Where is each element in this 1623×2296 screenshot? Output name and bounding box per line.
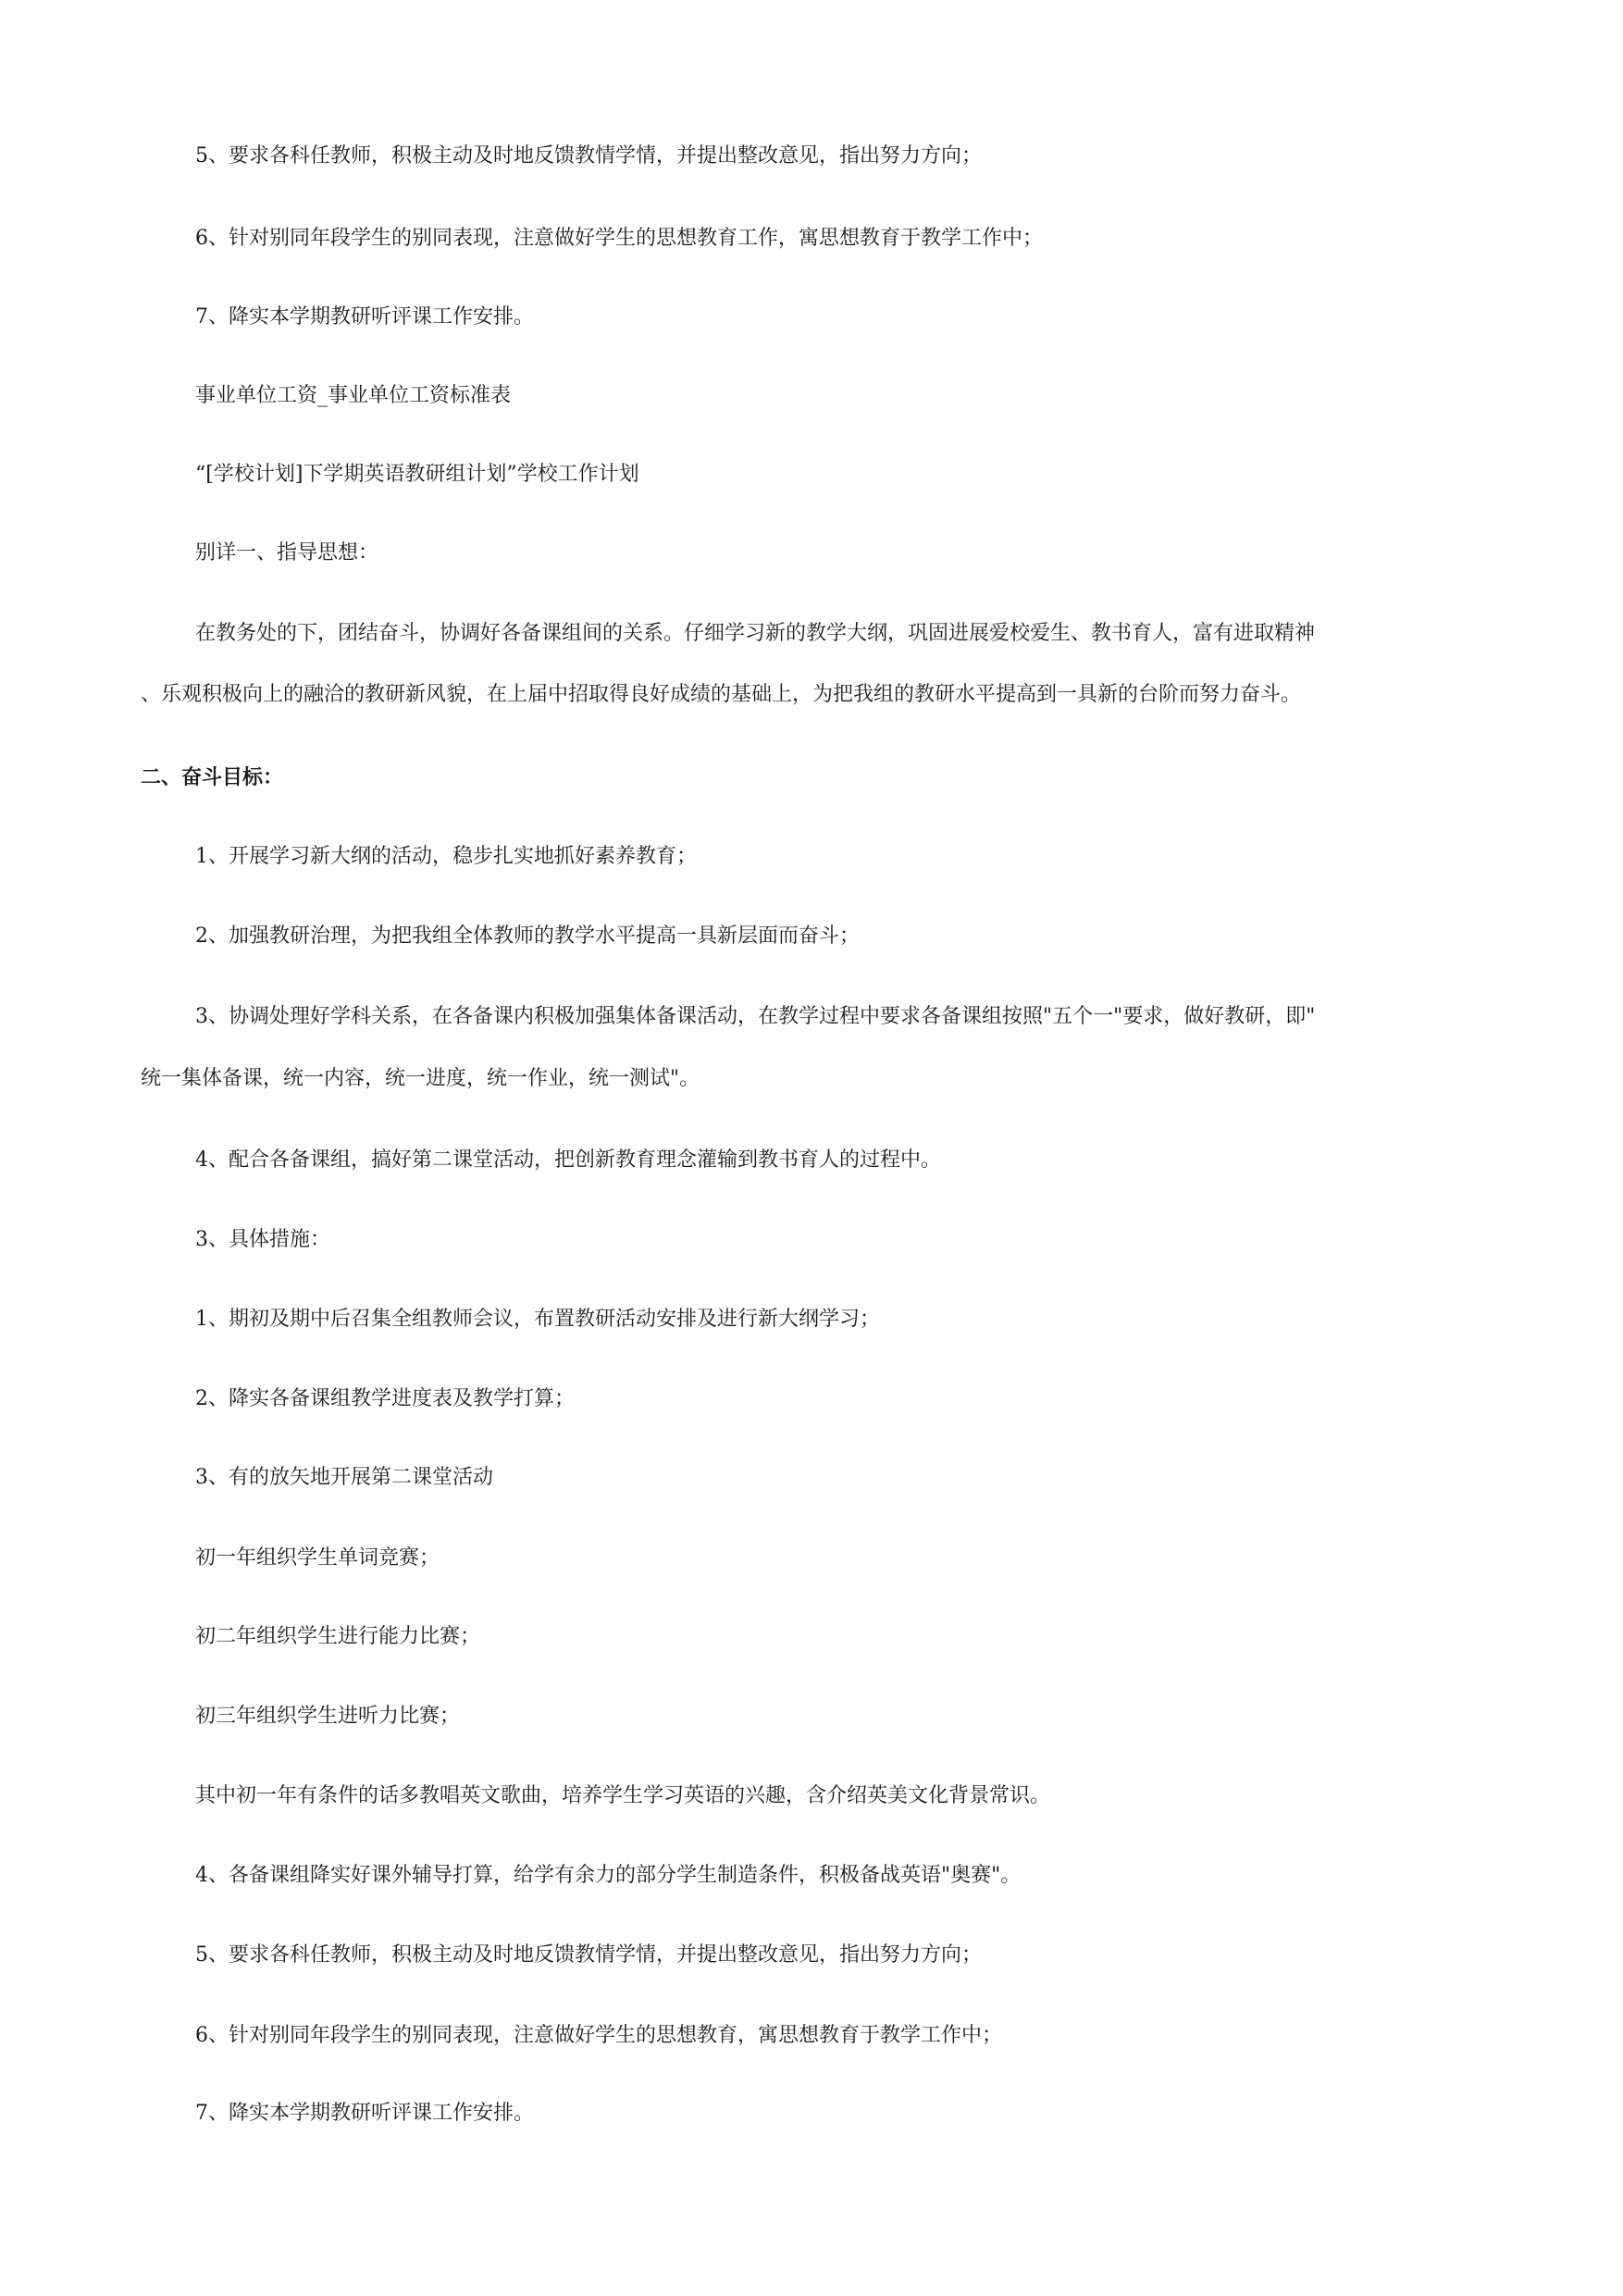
paragraph: 7、降实本学期教研听评课工作安排。 (195, 305, 534, 329)
paragraph: 初二年组织学生进行能力比赛； (195, 1625, 481, 1648)
paragraph: 在教务处的下，团结奋斗，协调好各备课组间的关系。仔细学习新的教学大纲，巩固进展爱校爱生、教书育人，富有进取精神 (195, 622, 1316, 645)
paragraph: “[学校计划]下学期英语教研组计划”学校工作计划 (195, 463, 639, 486)
paragraph: 6、针对别同年段学生的别同表现，注意做好学生的思想教育工作，寓思想教育于教学工作中； (195, 227, 1044, 250)
list-item: 4、各备课组降实好课外辅导打算，给学有余力的部分学生制造条件，积极备战英语"奥赛"。 (195, 1864, 1022, 1887)
list-item: 2、降实各备课组教学进度表及教学打算； (195, 1387, 575, 1410)
list-item: 6、针对别同年段学生的别同表现，注意做好学生的思想教育，寓思想教育于教学工作中； (195, 2024, 1003, 2047)
section-heading: 3、具体措施： (195, 1228, 330, 1251)
paragraph: 其中初一年有条件的话多教唱英文歌曲，培养学生学习英语的兴趣，含介绍英美文化背景常识。 (195, 1784, 1051, 1807)
list-item: 1、开展学习新大纲的活动，稳步扎实地抓好素养教育； (195, 845, 697, 868)
paragraph: 别详一、指导思想： (195, 541, 379, 565)
list-item: 3、协调处理好学科关系，在各备课内积极加强集体备课活动，在教学过程中要求各备课组按照"五个一"要求，做好教研，即" (195, 1005, 1316, 1028)
list-item: 3、有的放矢地开展第二课堂活动 (195, 1466, 493, 1489)
paragraph: 初三年组织学生进听力比赛； (195, 1705, 461, 1728)
list-item: 2、加强教研治理，为把我组全体教师的教学水平提高一具新层面而奋斗； (195, 925, 860, 948)
list-item-continuation: 统一集体备课，统一内容，统一进度，统一作业，统一测试"。 (141, 1067, 700, 1090)
list-item: 4、配合各备课组，搞好第二课堂活动，把创新教育理念灌输到教书育人的过程中。 (195, 1148, 941, 1172)
paragraph: 事业单位工资_事业单位工资标准表 (195, 384, 512, 407)
list-item: 5、要求各科任教师，积极主动及时地反馈教情学情，并提出整改意见，指出努力方向； (195, 1943, 982, 1967)
list-item: 1、期初及期中后召集全组教师会议，布置教研活动安排及进行新大纲学习； (195, 1308, 880, 1331)
paragraph: 初一年组织学生单词竞赛； (195, 1546, 440, 1570)
list-item: 7、降实本学期教研听评课工作安排。 (195, 2102, 534, 2125)
section-heading: 二、奋斗目标： (141, 765, 284, 789)
paragraph-continuation: 、乐观积极向上的融洽的教研新风貌，在上届中招取得良好成绩的基础上，为把我组的教研水平提高到一具新的台阶而努力奋斗。 (141, 683, 1302, 706)
paragraph: 5、要求各科任教师，积极主动及时地反馈教情学情，并提出整改意见，指出努力方向； (195, 144, 982, 168)
